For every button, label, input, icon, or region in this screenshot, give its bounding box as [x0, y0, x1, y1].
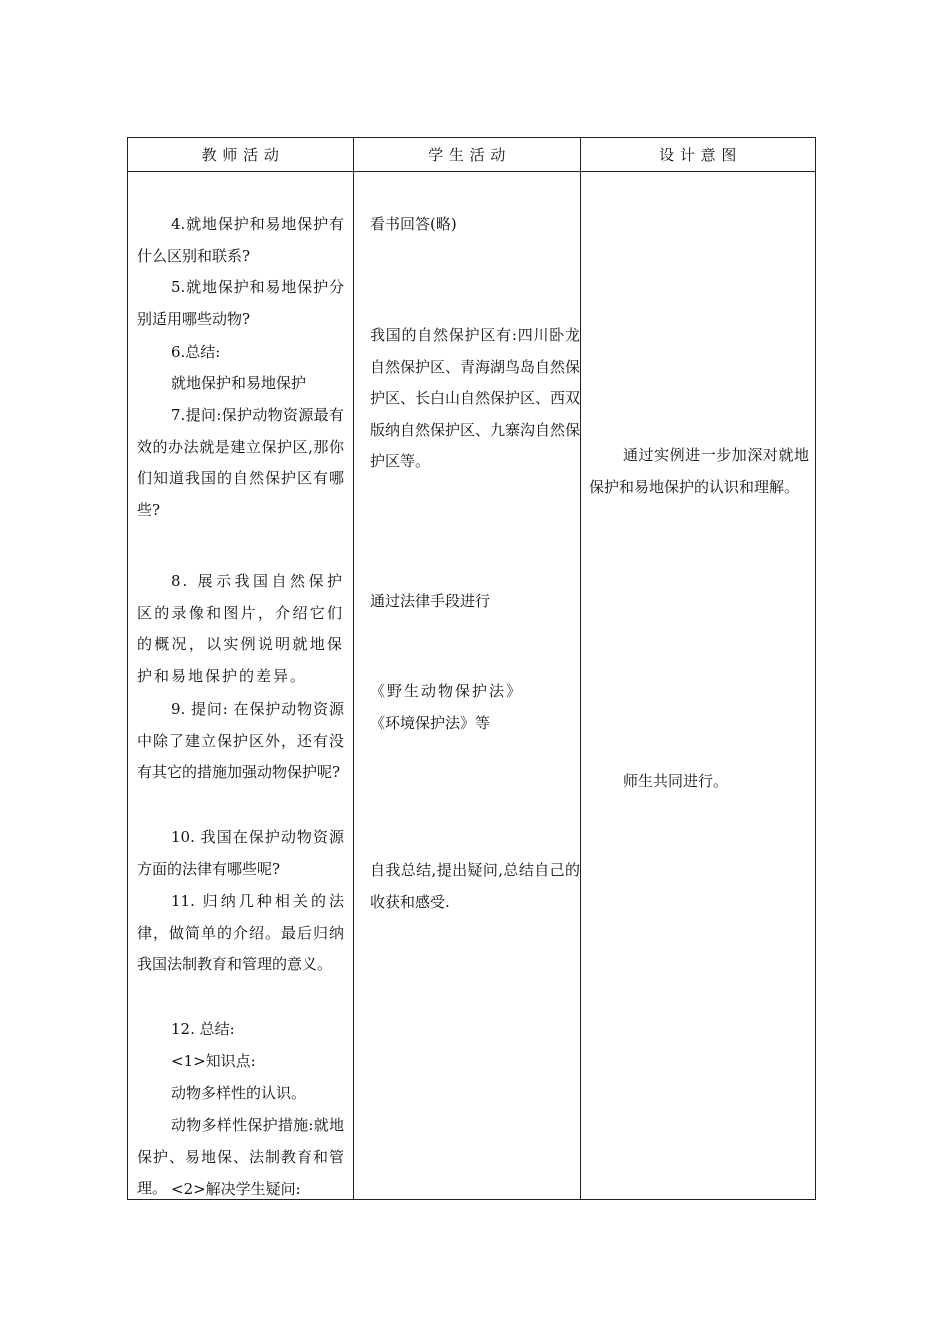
- teacher-item-7: 7.提问:保护动物资源最有效的办法就是建立保护区,那你们知道我国的自然保护区有哪些?: [137, 406, 344, 519]
- student-self-summary: 自我总结,提出疑问,总结自己的收获和感受.: [370, 861, 580, 911]
- teacher-summary-line: 就地保护和易地保护: [171, 374, 307, 392]
- teacher-knowledge-points: <1>知识点:: [171, 1052, 256, 1070]
- teacher-protection-measures: 动物多样性保护措施:就地保护、易地保、法制教育和管理。: [137, 1116, 344, 1197]
- intent-joint-activity: 师生共同进行。: [623, 772, 729, 790]
- teacher-resolve-questions: <2>解决学生疑问:: [171, 1180, 301, 1198]
- intent-deepen-understanding: 通过实例进一步加深对就地保护和易地保护的认识和理解。: [589, 446, 809, 496]
- teacher-item-12: 12. 总结:: [171, 1020, 235, 1038]
- header-row: [128, 138, 816, 172]
- content-row: [128, 172, 816, 1200]
- student-answer: 看书回答(略): [370, 215, 457, 233]
- student-environment-law: 《环境保护法》等: [370, 714, 491, 732]
- student-reserves: 我国的自然保护区有:四川卧龙自然保护区、青海湖鸟岛自然保护区、长白山自然保护区、西双版纳自然保护区、九寨沟自然保护区等。: [370, 326, 581, 470]
- header-design-intent: 设 计 意 图: [581, 138, 816, 172]
- teacher-item-11: 11. 归纳几种相关的法律，做简单的介绍。最后归纳我国法制教育和管理的意义。: [137, 892, 344, 973]
- header-teacher-activity: 教 师 活 动: [128, 138, 354, 172]
- student-legal-means: 通过法律手段进行: [370, 592, 491, 610]
- teacher-item-6: 6.总结:: [171, 343, 221, 361]
- teacher-diversity-recognition: 动物多样性的认识。: [171, 1084, 307, 1102]
- header-student-activity: 学 生 活 动: [354, 138, 581, 172]
- teacher-activity-cell: [128, 172, 354, 1200]
- teacher-item-10: 10. 我国在保护动物资源方面的法律有哪些呢?: [137, 828, 344, 878]
- teacher-item-5: 5.就地保护和易地保护分别适用哪些动物?: [137, 278, 344, 328]
- teacher-item-9: 9. 提问: 在保护动物资源中除了建立保护区外，还有没有其它的措施加强动物保护呢?: [137, 700, 344, 781]
- student-activity-cell: [354, 172, 581, 1200]
- student-wildlife-law: 《野生动物保护法》: [370, 682, 524, 700]
- teacher-item-8: 8. 展示我国自然保护区的录像和图片，介绍它们的概况，以实例说明就地保护和易地保护的差异。: [137, 572, 344, 685]
- teacher-item-4: 4.就地保护和易地保护有什么区别和联系?: [137, 215, 344, 265]
- design-intent-cell: [581, 172, 816, 1200]
- lesson-plan-table: [127, 137, 816, 1200]
